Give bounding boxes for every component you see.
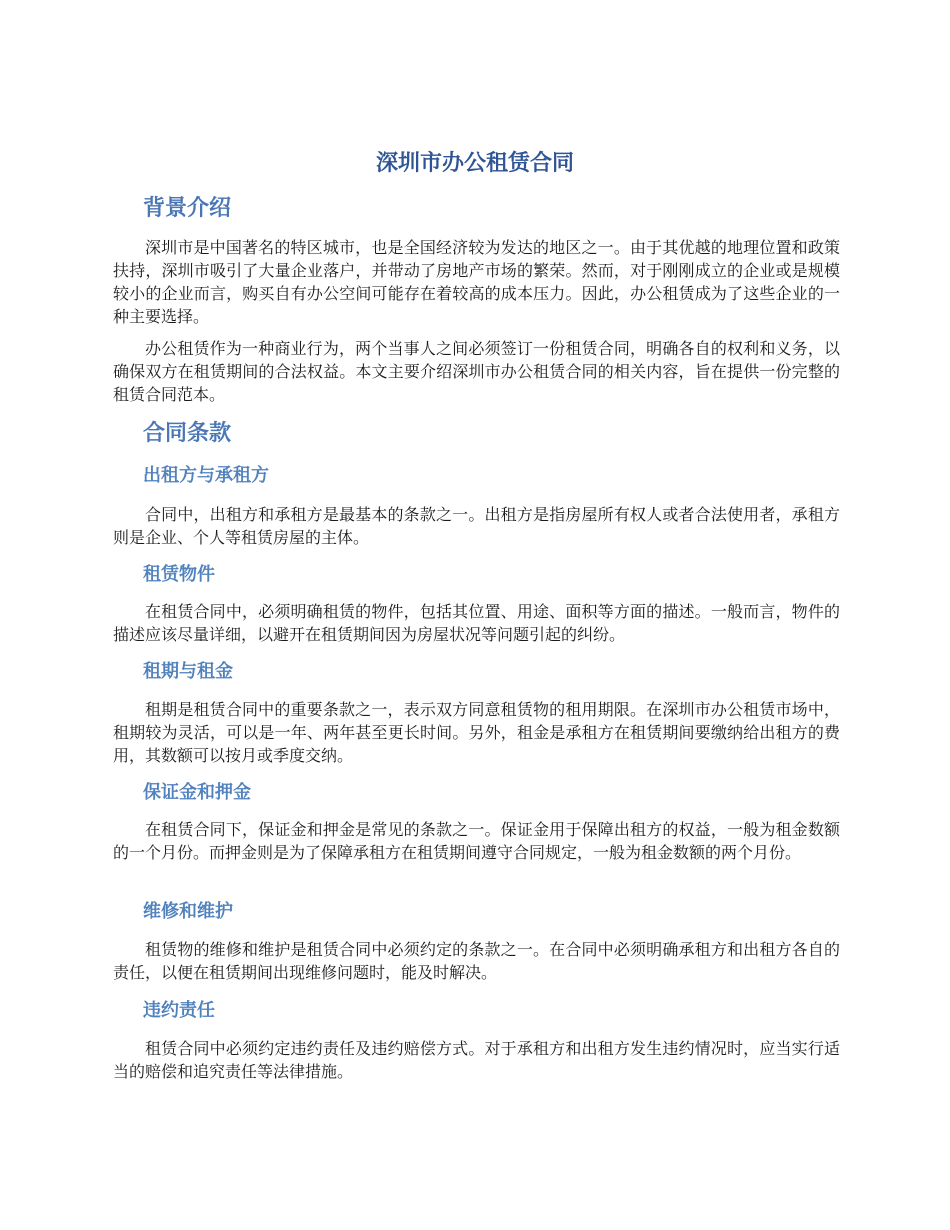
- leased-property-paragraph: 在租赁合同中，必须明确租赁的物件，包括其位置、用途、面积等方面的描述。一般而言，物件的描述应该尽量详细，以避开在租赁期间因为房屋状况等问题引起的纠纷。: [113, 602, 840, 644]
- breach-liability-paragraph: 租赁合同中必须约定违约责任及违约赔偿方式。对于承租方和出租方发生违约情况时，应当实行适当的赔偿和追究责任等法律措施。: [113, 1039, 840, 1081]
- subsection-heading-parties: 出租方与承租方: [143, 465, 269, 486]
- parties-paragraph: 合同中，出租方和承租方是最基本的条款之一。出租方是指房屋所有权人或者合法使用者，承租方则是企业、个人等租赁房屋的主体。: [113, 505, 840, 547]
- subsection-heading-breach-liability: 违约责任: [143, 1000, 215, 1021]
- section-heading-contract-terms: 合同条款: [143, 421, 232, 446]
- maintenance-paragraph: 租赁物的维修和维护是租赁合同中必须约定的条款之一。在合同中必须明确承租方和出租方各自的责任，以便在租赁期间出现维修问题时，能及时解决。: [113, 940, 840, 982]
- subsection-heading-maintenance: 维修和维护: [143, 901, 233, 922]
- subsection-heading-leased-property: 租赁物件: [143, 564, 215, 585]
- subsection-heading-deposit: 保证金和押金: [143, 782, 251, 803]
- background-paragraph-1: 深圳市是中国著名的特区城市，也是全国经济较为发达的地区之一。由于其优越的地理位置和政策扶持，深圳市吸引了大量企业落户，并带动了房地产市场的繁荣。然而，对于刚刚成立的企业或是规模较小的企业而言，购买自有办公空间可能存在着较高的成本压力。因此，办公租赁成为了这些企业的一种主要选择。: [113, 238, 840, 326]
- document-title: 深圳市办公租赁合同: [375, 151, 574, 176]
- section-heading-background: 背景介绍: [143, 196, 232, 221]
- subsection-heading-term-and-rent: 租期与租金: [143, 661, 233, 682]
- background-paragraph-2: 办公租赁作为一种商业行为，两个当事人之间必须签订一份租赁合同，明确各自的权利和义务，以确保双方在租赁期间的合法权益。本文主要介绍深圳市办公租赁合同的相关内容，旨在提供一份完整的租赁合同范本。: [113, 339, 840, 404]
- deposit-paragraph: 在租赁合同下，保证金和押金是常见的条款之一。保证金用于保障出租方的权益，一般为租金数额的一个月份。而押金则是为了保障承租方在租赁期间遵守合同规定，一般为租金数额的两个月份。: [113, 820, 840, 862]
- term-and-rent-paragraph: 租期是租赁合同中的重要条款之一，表示双方同意租赁物的租用期限。在深圳市办公租赁市场中，租期较为灵活，可以是一年、两年甚至更长时间。另外，租金是承租方在租赁期间要缴纳给出租方的费用，其数额可以按月或季度交纳。: [113, 700, 840, 765]
